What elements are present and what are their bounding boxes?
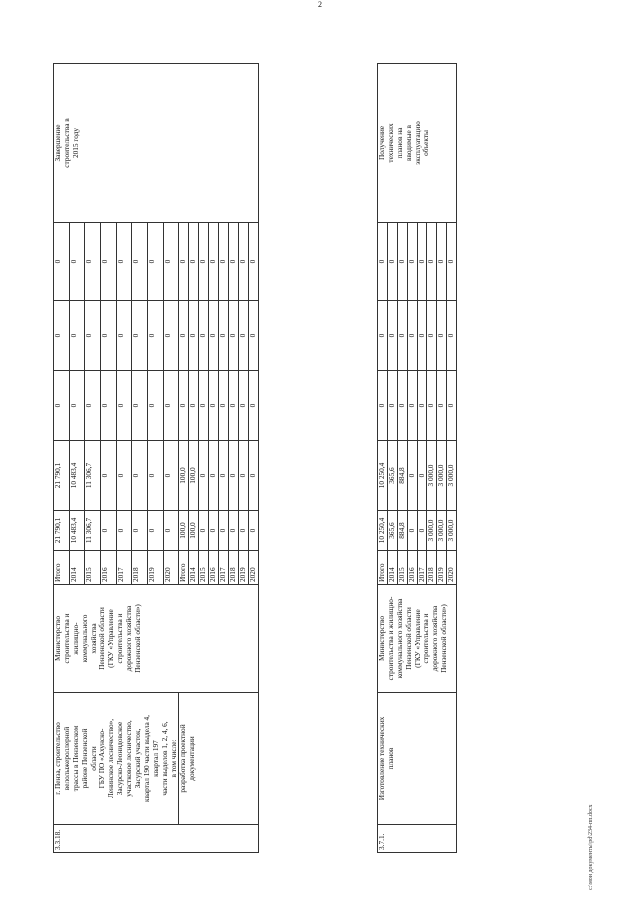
value-cell-c6: 0 (417, 223, 427, 301)
value-cell-total: 0 (132, 511, 148, 551)
value-cell-total: 0 (219, 511, 229, 551)
sub-activity-name (179, 693, 258, 825)
value-cell-c5: 0 (417, 301, 427, 371)
value-cell-c3: 0 (238, 441, 248, 511)
value-cell-total: 10 483,4 (69, 511, 85, 551)
activity-name-line: в том числе: (168, 739, 178, 778)
project-table-3-3-18 (53, 63, 259, 853)
value-cell-c3: 3 000,0 (447, 441, 457, 511)
year-cell: 2019 (148, 551, 164, 585)
value-cell-total: 0 (209, 511, 219, 551)
value-cell-c5: 0 (447, 301, 457, 371)
value-cell-c5: 0 (189, 301, 199, 371)
value-cell-c3: 0 (132, 441, 148, 511)
year-cell: 2015 (199, 551, 209, 585)
activity-name-line: ГБУ ПО «Ахунско- (97, 728, 107, 789)
value-cell-c6: 0 (407, 223, 417, 301)
value-cell-c4: 0 (163, 371, 179, 441)
value-cell-c6: 0 (101, 223, 117, 301)
expected-result-line: вводимые в (403, 125, 413, 161)
value-cell-c5: 0 (219, 301, 229, 371)
year-cell: 2015 (85, 551, 101, 585)
year-cell: 2014 (387, 551, 397, 585)
value-cell-total: 11 306,7 (85, 511, 101, 551)
activity-name-line: Изготовление технических (377, 716, 386, 801)
executor-line: строительства и (421, 613, 431, 664)
value-cell-c3: 0 (248, 441, 258, 511)
value-cell-c5: 0 (407, 301, 417, 371)
value-cell-total: 3 000,0 (447, 511, 457, 551)
value-cell-c4: 0 (447, 371, 457, 441)
value-cell-total: 0 (199, 511, 209, 551)
activity-name-line: районе Пензенской (79, 728, 89, 789)
value-cell-c5: 0 (101, 301, 117, 371)
activity-name-line: квартал 197 (150, 740, 160, 777)
value-cell-c4: 0 (407, 371, 417, 441)
value-cell-c6: 0 (238, 223, 248, 301)
value-cell-c4: 0 (378, 371, 388, 441)
value-cell-c5: 0 (238, 301, 248, 371)
value-cell-c5: 0 (397, 301, 407, 371)
value-cell-c4: 0 (437, 371, 447, 441)
value-cell-c4: 0 (238, 371, 248, 441)
value-cell-total: 3 000,0 (437, 511, 447, 551)
expected-result-line: Завершение (53, 124, 62, 162)
executor-line: Пензенской области») (439, 604, 449, 673)
executor-line: Министерство (53, 616, 62, 661)
value-cell-c3: 10 250,4 (378, 441, 388, 511)
value-cell-c4: 0 (397, 371, 407, 441)
value-cell-c6: 0 (132, 223, 148, 301)
table-row (54, 64, 70, 853)
year-cell: 2015 (397, 551, 407, 585)
expected-result-line: Получение (377, 125, 386, 161)
value-cell-c4: 0 (189, 371, 199, 441)
value-cell-c5: 0 (54, 301, 70, 371)
executor-line: Пензенской области (97, 607, 107, 670)
value-cell-c3: 0 (228, 441, 238, 511)
executor-line: коммунального (79, 614, 89, 663)
value-cell-c3: 0 (407, 441, 417, 511)
executor-line: дорожного хозяйства (124, 605, 134, 672)
year-cell: 2020 (248, 551, 258, 585)
year-cell: 2020 (447, 551, 457, 585)
expected-result-line: объекты (421, 130, 431, 156)
value-cell-c4: 0 (248, 371, 258, 441)
activity-name-line: Засурский участок, (133, 728, 143, 789)
expected-result-line: эксплуатацию (412, 121, 422, 165)
year-cell: 2014 (69, 551, 85, 585)
value-cell-c3: 3 000,0 (427, 441, 437, 511)
value-cell-c6: 0 (378, 223, 388, 301)
value-cell-c3: 365,6 (387, 441, 397, 511)
executor-line: Пензенской области») (133, 604, 143, 673)
value-cell-total: 884,8 (397, 511, 407, 551)
value-cell-total: 10 250,4 (378, 511, 388, 551)
value-cell-total: 0 (417, 511, 427, 551)
value-cell-c3: 0 (209, 441, 219, 511)
value-cell-c5: 0 (427, 301, 437, 371)
value-cell-c4: 0 (148, 371, 164, 441)
value-cell-c5: 0 (163, 301, 179, 371)
value-cell-c5: 0 (148, 301, 164, 371)
activity-name (378, 693, 457, 825)
value-cell-c5: 0 (116, 301, 132, 371)
year-cell: 2017 (417, 551, 427, 585)
activity-name-line: г. Пенза, строительство (53, 722, 62, 795)
value-cell-total: 0 (101, 511, 117, 551)
year-cell: 2016 (209, 551, 219, 585)
activity-name-line: Засурско-Леонидовское (115, 721, 125, 796)
value-cell-c6: 0 (248, 223, 258, 301)
value-cell-total: 21 790,1 (54, 511, 70, 551)
year-cell: 2017 (219, 551, 229, 585)
value-cell-c5: 0 (132, 301, 148, 371)
row-number: 3.7.1. (378, 825, 457, 853)
value-cell-total: 0 (228, 511, 238, 551)
value-cell-c6: 0 (148, 223, 164, 301)
table-row (378, 64, 388, 853)
activity-name-line: велолыжероллерной (61, 726, 71, 791)
value-cell-c6: 0 (397, 223, 407, 301)
expected-result (378, 64, 457, 223)
value-cell-total: 0 (116, 511, 132, 551)
executor (378, 585, 457, 693)
expected-result-line: планов на (394, 127, 404, 159)
value-cell-c5: 0 (209, 301, 219, 371)
executor-line: Министерство (377, 616, 386, 661)
value-cell-c3: 100,0 (179, 441, 189, 511)
value-cell-total: 0 (248, 511, 258, 551)
executor-line: дорожного хозяйства (430, 605, 440, 672)
value-cell-c3: 0 (219, 441, 229, 511)
value-cell-c5: 0 (248, 301, 258, 371)
value-cell-c3: 3 000,0 (437, 441, 447, 511)
value-cell-c4: 0 (417, 371, 427, 441)
year-cell: Итого (54, 551, 70, 585)
value-cell-c4: 0 (387, 371, 397, 441)
value-cell-c4: 0 (132, 371, 148, 441)
value-cell-total: 100,0 (179, 511, 189, 551)
value-cell-total: 0 (148, 511, 164, 551)
sub-activity-name-line: документации (187, 736, 197, 781)
executor-line: жилищно- (70, 622, 80, 655)
executor-line: коммунального хозяйства (394, 598, 404, 679)
value-cell-c6: 0 (228, 223, 238, 301)
value-cell-c3: 0 (116, 441, 132, 511)
activity-name-line: части выделов 1, 2, 4, 6, (159, 721, 169, 796)
value-cell-c6: 0 (199, 223, 209, 301)
activity-name-line: области (88, 746, 98, 771)
value-cell-c3: 0 (199, 441, 209, 511)
value-cell-c6: 0 (116, 223, 132, 301)
file-path-footer: c:\мои документы\pd\234-пп.docx (588, 804, 594, 890)
value-cell-c4: 0 (101, 371, 117, 441)
year-cell: 2018 (228, 551, 238, 585)
value-cell-c5: 0 (378, 301, 388, 371)
value-cell-c6: 0 (163, 223, 179, 301)
value-cell-c4: 0 (219, 371, 229, 441)
value-cell-c4: 0 (199, 371, 209, 441)
activity-name (54, 693, 179, 825)
executor-line: строительства и жилищно- (385, 596, 395, 681)
year-cell: 2020 (163, 551, 179, 585)
value-cell-c6: 0 (219, 223, 229, 301)
value-cell-c6: 0 (437, 223, 447, 301)
value-cell-c5: 0 (85, 301, 101, 371)
value-cell-c4: 0 (228, 371, 238, 441)
value-cell-c3: 0 (163, 441, 179, 511)
value-cell-c6: 0 (179, 223, 189, 301)
value-cell-c3: 100,0 (189, 441, 199, 511)
year-cell: 2018 (132, 551, 148, 585)
year-cell: 2016 (101, 551, 117, 585)
sub-activity-name-line: разработка проектной (178, 724, 188, 793)
value-cell-c4: 0 (209, 371, 219, 441)
value-cell-c4: 0 (427, 371, 437, 441)
value-cell-c4: 0 (69, 371, 85, 441)
value-cell-total: 100,0 (189, 511, 199, 551)
value-cell-c6: 0 (387, 223, 397, 301)
year-cell: 2014 (189, 551, 199, 585)
executor-line: (ГКУ «Управление (106, 609, 116, 668)
value-cell-c5: 0 (199, 301, 209, 371)
year-cell: 2019 (238, 551, 248, 585)
value-cell-total: 0 (407, 511, 417, 551)
executor-line: строительства и (61, 613, 71, 664)
year-cell: Итого (378, 551, 388, 585)
activity-name-line: квартал 190 части выдела 4, (141, 714, 151, 803)
year-cell: Итого (179, 551, 189, 585)
value-cell-c6: 0 (54, 223, 70, 301)
value-cell-total: 3 000,0 (427, 511, 437, 551)
value-cell-c5: 0 (387, 301, 397, 371)
value-cell-c5: 0 (179, 301, 189, 371)
value-cell-c4: 0 (179, 371, 189, 441)
expected-result-line: технических (385, 123, 395, 163)
value-cell-c6: 0 (85, 223, 101, 301)
executor (54, 585, 259, 693)
executor-line: строительства и (115, 613, 125, 664)
expected-result-line: строительства в (61, 118, 71, 168)
expected-result (54, 64, 259, 223)
year-cell: 2019 (437, 551, 447, 585)
value-cell-c3: 0 (101, 441, 117, 511)
project-table-3-7-1 (377, 63, 457, 853)
value-cell-c3: 0 (417, 441, 427, 511)
value-cell-c6: 0 (427, 223, 437, 301)
activity-name-line: планов (385, 747, 395, 770)
value-cell-c3: 11 306,7 (85, 441, 101, 511)
row-number: 3.3.18. (54, 825, 259, 853)
year-cell: 2018 (427, 551, 437, 585)
executor-line: Пензенской области (403, 607, 413, 670)
value-cell-total: 365,6 (387, 511, 397, 551)
value-cell-c4: 0 (85, 371, 101, 441)
value-cell-total: 0 (163, 511, 179, 551)
value-cell-c5: 0 (437, 301, 447, 371)
activity-name-line: трассы в Пензенском (70, 725, 80, 792)
value-cell-c3: 10 483,4 (69, 441, 85, 511)
executor-line: хозяйства (88, 623, 98, 654)
executor-line: (ГКУ «Управление (412, 609, 422, 668)
expected-result-line: 2015 году (70, 127, 80, 159)
value-cell-c5: 0 (228, 301, 238, 371)
year-cell: 2016 (407, 551, 417, 585)
year-cell: 2017 (116, 551, 132, 585)
value-cell-c6: 0 (69, 223, 85, 301)
page-number: 2 (318, 0, 322, 9)
value-cell-c6: 0 (209, 223, 219, 301)
value-cell-c4: 0 (54, 371, 70, 441)
activity-name-line: участковое лесничество, (124, 720, 134, 797)
value-cell-c6: 0 (447, 223, 457, 301)
value-cell-c6: 0 (189, 223, 199, 301)
value-cell-c3: 21 790,1 (54, 441, 70, 511)
value-cell-total: 0 (238, 511, 248, 551)
value-cell-c3: 884,8 (397, 441, 407, 511)
value-cell-c3: 0 (148, 441, 164, 511)
value-cell-c4: 0 (116, 371, 132, 441)
activity-name-line: Ленинское лесничество», (106, 718, 116, 799)
value-cell-c5: 0 (69, 301, 85, 371)
